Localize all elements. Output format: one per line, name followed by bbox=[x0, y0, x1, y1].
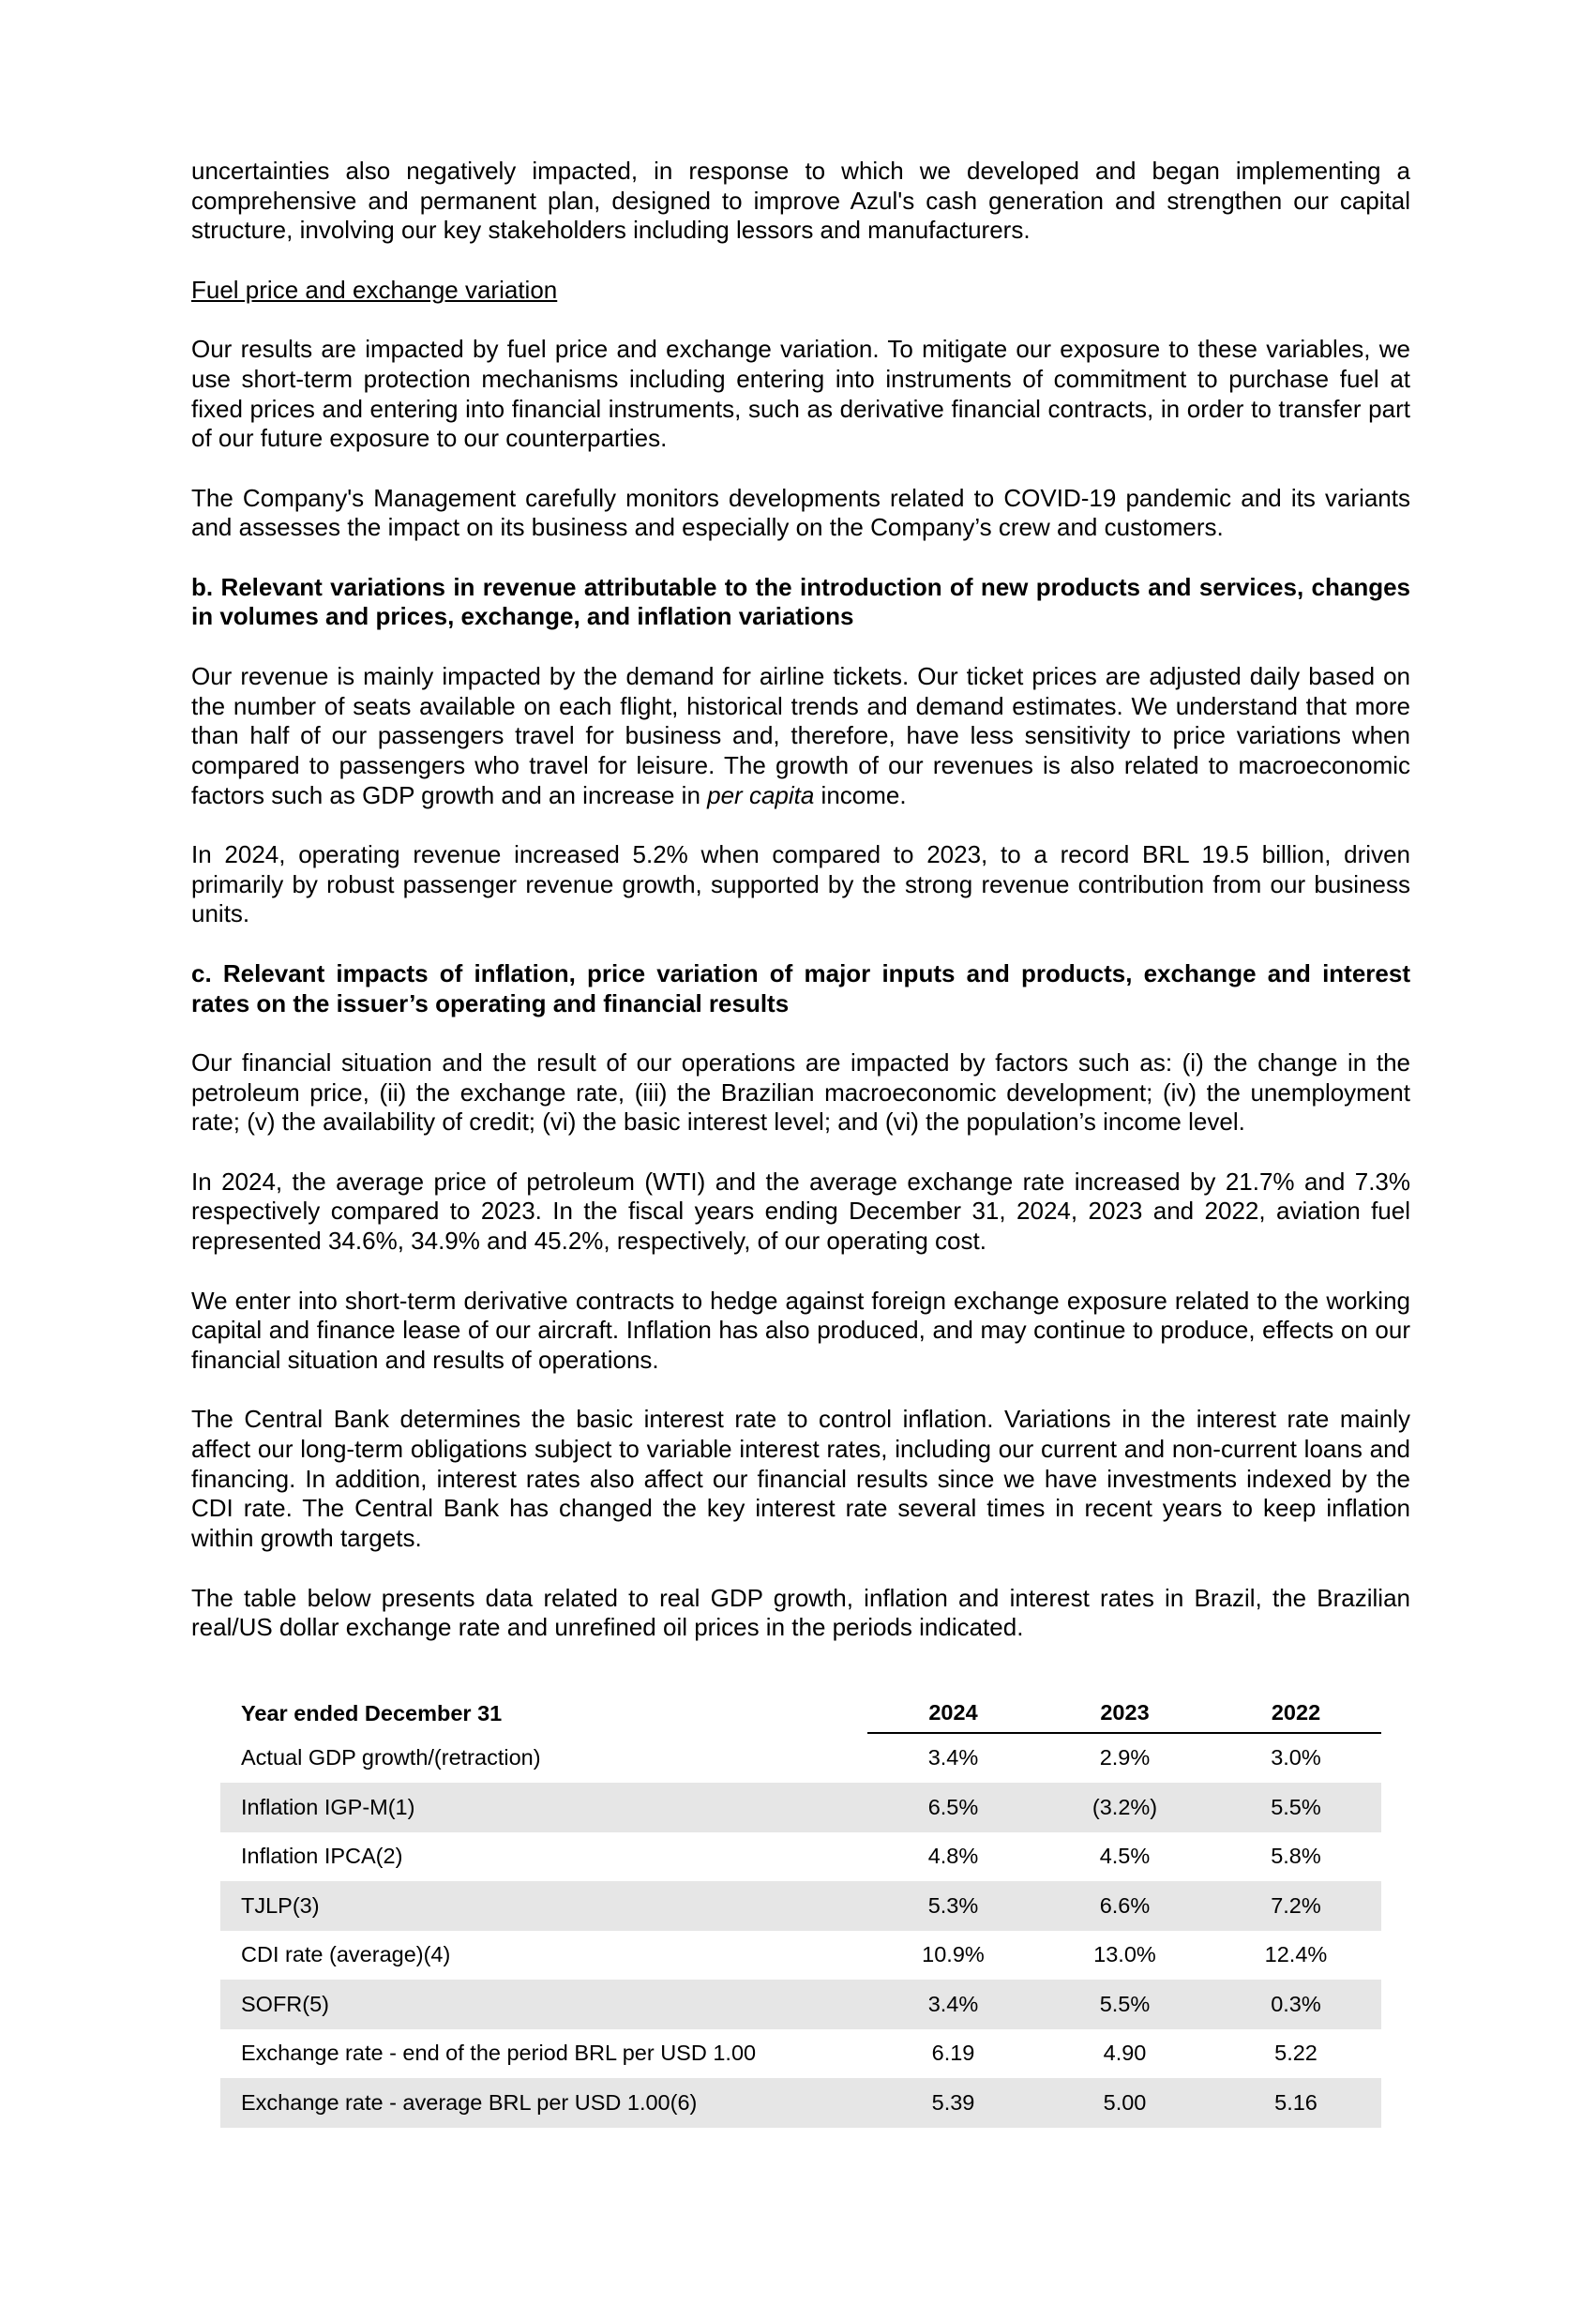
table-row bbox=[220, 1783, 1381, 1832]
row-label: Inflation IPCA(2) bbox=[241, 1844, 403, 1869]
cell-2024: 4.8% bbox=[927, 1844, 979, 1869]
heading-inflation-impacts: c. Relevant impacts of inflation, price variation of major inputs and products, exchange and interest rates on the issuer’s operating and financial results bbox=[191, 958, 1410, 1017]
cell-2022: 5.16 bbox=[1211, 2078, 1381, 2128]
cell-2024: 5.3% bbox=[867, 1881, 1039, 1931]
cell-2022: 12.4% bbox=[1264, 1942, 1328, 1967]
paragraph-covid: The Company's Management carefully monitors developments related to COVID-19 pandemic and its variants and assesses the impact on its business and especially on the Company’s crew and customers. bbox=[191, 483, 1410, 542]
cell-2022: 0.3% bbox=[1211, 1980, 1381, 2029]
paragraph-plan: uncertainties also negatively impacted, in response to which we developed and began implementing a comprehensive and permanent plan, designed to improve Azul's cash generation and strengthen our capital structure, involving our key stakeholders including lessors and manufacturers. bbox=[191, 157, 1410, 245]
document-page bbox=[191, 157, 1410, 2128]
macro-data-table bbox=[220, 1687, 1381, 2128]
cell-2024: 10.9% bbox=[922, 1942, 985, 1967]
cell-2022: 5.22 bbox=[1274, 2041, 1317, 2066]
header-2024: 2024 bbox=[867, 1687, 1039, 1733]
paragraph-financial-factors: Our financial situation and the result of our operations are impacted by factors such as: (i) the change in the petroleum price, (ii) the exchange rate, (iii) the Brazilian macroeconomic development; (iv) the unemployment rate; (v) the availability of credit; (vi) the basic interest level; and (vi) the population’s income level. bbox=[191, 1047, 1410, 1137]
paragraph-central-bank: The Central Bank determines the basic interest rate to control inflation. Variations in the interest rate mainly affect our long-term obligations subject to variable interest rates, including our current and non-current loans and financing. In addition, interest rates also affect our financial results since we have investments indexed by the CDI rate. The Central Bank has changed the key interest rate several times in recent years to keep inflation within growth targets. bbox=[191, 1405, 1410, 1553]
table-row bbox=[220, 1832, 1381, 1882]
paragraph-petroleum-price: In 2024, the average price of petroleum (WTI) and the average exchange rate increased by 21.7% and 7.3% respectively compared to 2023. In the fiscal years ending December 31, 2024, 2023 and 2022, aviation fuel represented 34.6%, 34.9% and 45.2%, respectively, of our operating cost. bbox=[191, 1167, 1410, 1256]
cell-2024: 6.5% bbox=[867, 1783, 1039, 1832]
cell-2023: 6.6% bbox=[1039, 1881, 1211, 1931]
header-2023: 2023 bbox=[1039, 1687, 1211, 1733]
row-label: CDI rate (average)(4) bbox=[241, 1942, 451, 1967]
text-segment: income. bbox=[814, 780, 907, 809]
cell-2023: (3.2%) bbox=[1039, 1783, 1211, 1832]
table-row bbox=[220, 1980, 1381, 2029]
paragraph-table-intro: The table below presents data related to real GDP growth, inflation and interest rates in Brazil, the Brazilian real/US dollar exchange rate and unrefined oil prices in the periods indicated. bbox=[191, 1583, 1410, 1642]
italic-text: per capita bbox=[707, 780, 815, 809]
row-label: Exchange rate - average BRL per USD 1.00(6) bbox=[220, 2078, 867, 2128]
header-2022: 2022 bbox=[1211, 1687, 1381, 1733]
cell-2023: 4.5% bbox=[1099, 1844, 1151, 1869]
header-year-ended: Year ended December 31 bbox=[241, 1701, 503, 1726]
paragraph-derivatives: We enter into short-term derivative contracts to hedge against foreign exchange exposure related to the working capital and finance lease of our aircraft. Inflation has also produced, and may continue to produce, effects on our financial situation and results of operations. bbox=[191, 1286, 1410, 1374]
heading-revenue-variations: b. Relevant variations in revenue attributable to the introduction of new products and services, changes in volumes and prices, exchange, and inflation variations bbox=[191, 572, 1410, 631]
table-row bbox=[220, 1881, 1381, 1931]
cell-2022: 7.2% bbox=[1211, 1881, 1381, 1931]
row-label: Actual GDP growth/(retraction) bbox=[241, 1744, 541, 1770]
row-label: TJLP(3) bbox=[220, 1881, 867, 1931]
row-label: SOFR(5) bbox=[220, 1980, 867, 2029]
paragraph-fuel-exchange: Our results are impacted by fuel price and exchange variation. To mitigate our exposure to these variables, we use short-term protection mechanisms including entering into instruments of commitment to purchase fuel at fixed prices and entering into financial instruments, such as derivative financial contracts, in order to transfer part of our future exposure to our counterparties. bbox=[191, 335, 1410, 453]
table-header-row bbox=[220, 1687, 1381, 1733]
cell-2024: 3.4% bbox=[927, 1745, 979, 1770]
cell-2022: 5.8% bbox=[1271, 1844, 1321, 1869]
cell-2023: 2.9% bbox=[1099, 1745, 1151, 1770]
table-row bbox=[220, 1733, 1381, 1784]
table-row bbox=[220, 2078, 1381, 2128]
cell-2024: 6.19 bbox=[931, 2041, 975, 2066]
cell-2024: 3.4% bbox=[867, 1980, 1039, 2029]
cell-2022: 3.0% bbox=[1271, 1745, 1321, 1770]
cell-2022: 5.5% bbox=[1211, 1783, 1381, 1832]
paragraph-revenue-demand bbox=[191, 662, 1410, 811]
cell-2023: 5.00 bbox=[1039, 2078, 1211, 2128]
table-row bbox=[220, 2029, 1381, 2079]
row-label: Exchange rate - end of the period BRL per USD 1.00 bbox=[241, 2041, 757, 2066]
section-subheading-fuel: Fuel price and exchange variation bbox=[191, 275, 558, 304]
table-row bbox=[220, 1931, 1381, 1981]
cell-2023: 13.0% bbox=[1093, 1942, 1156, 1967]
text-segment: Our revenue is mainly impacted by the demand for airline tickets. Our ticket prices are adjusted daily based on the number of seats available on each flight, historical trends and demand estimates. We understand that more than half of our passengers travel for business and, therefore, have less sensitivity to price variations when compared to passengers who travel for leisure. The growth of our revenues is also related to macroeconomic factors such as GDP growth and an increase in bbox=[191, 661, 1410, 809]
cell-2024: 5.39 bbox=[867, 2078, 1039, 2128]
row-label: Inflation IGP-M(1) bbox=[220, 1783, 867, 1832]
cell-2023: 5.5% bbox=[1039, 1980, 1211, 2029]
paragraph-operating-revenue: In 2024, operating revenue increased 5.2% when compared to 2023, to a record BRL 19.5 billion, driven primarily by robust passenger revenue growth, supported by the strong revenue contribution from our business units. bbox=[191, 840, 1410, 928]
cell-2023: 4.90 bbox=[1103, 2041, 1147, 2066]
